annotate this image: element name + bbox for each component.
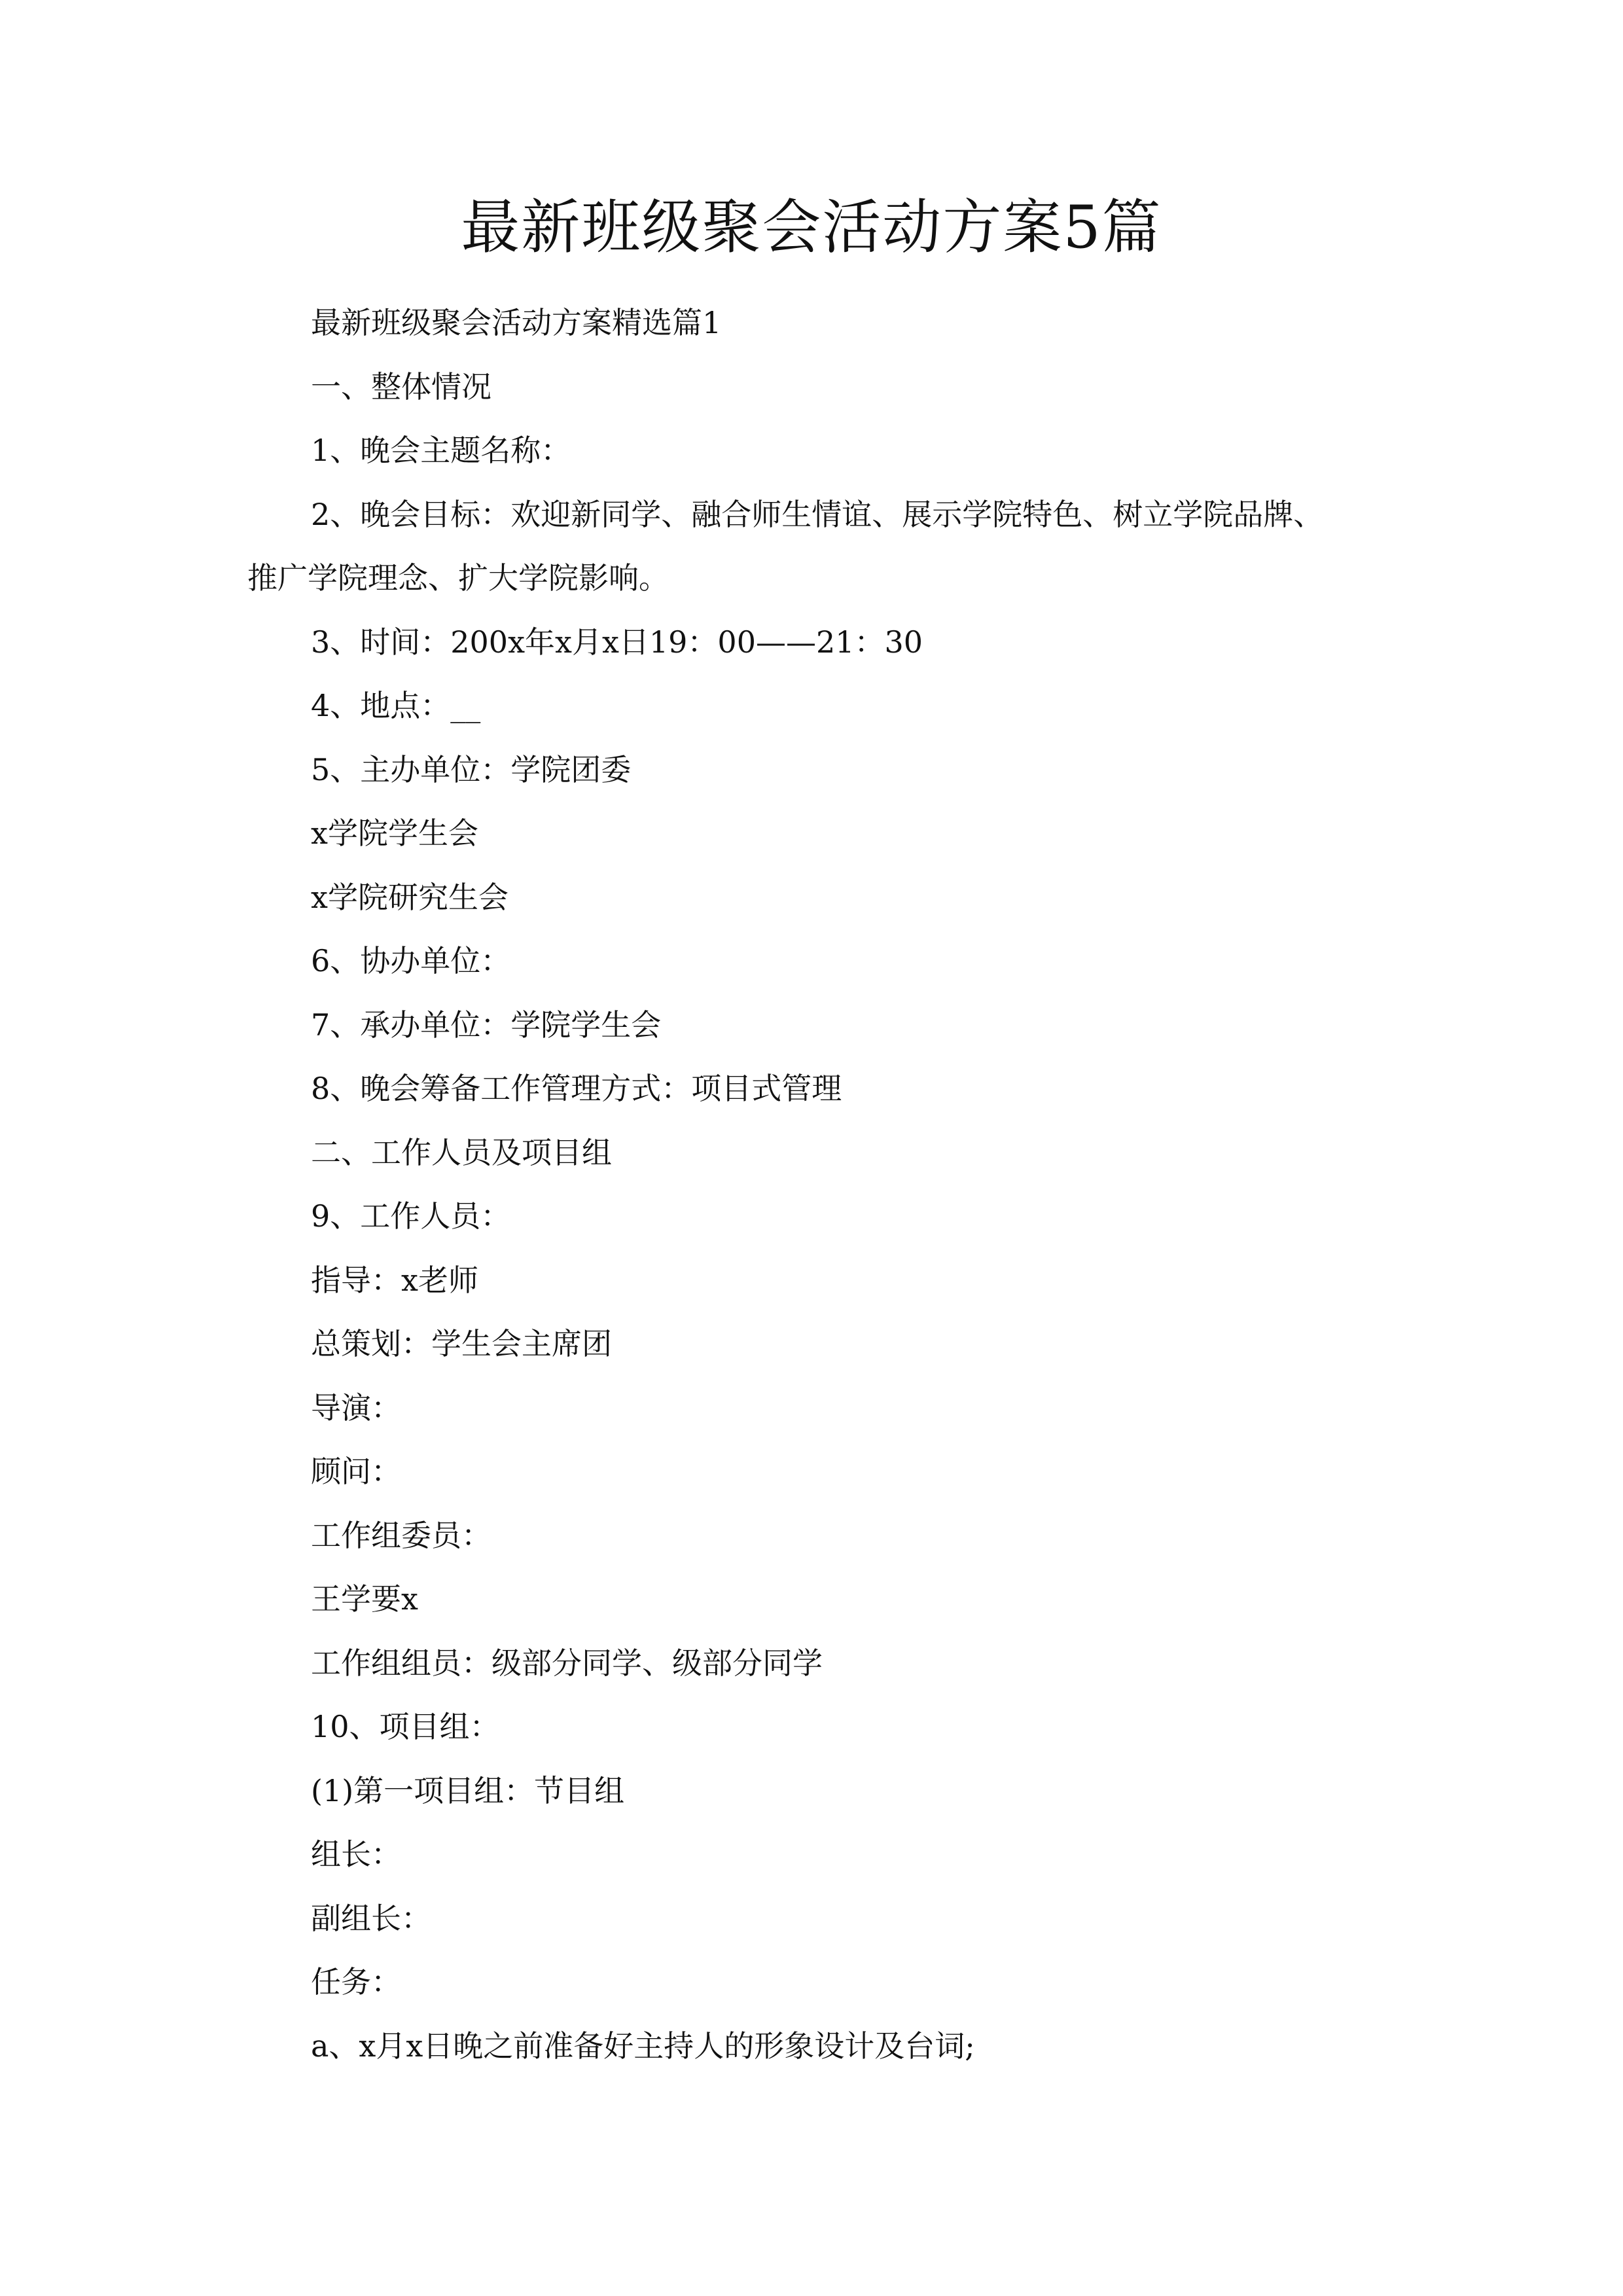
document-body: [0, 291, 1623, 2078]
text-line: 4、地点：__: [311, 688, 481, 723]
text-line: 最新班级聚会活动方案精选篇1: [311, 305, 722, 340]
text-line: 7、承办单位：学院学生会: [311, 1007, 662, 1043]
text-line: 总策划：学生会主席团: [311, 1326, 612, 1361]
text-line: 副组长：: [311, 1900, 431, 1936]
text-line: 导演：: [311, 1390, 401, 1426]
text-line: 9、工作人员：: [311, 1198, 511, 1234]
text-line: 顾问：: [311, 1454, 401, 1489]
text-line: x学院研究生会: [311, 879, 508, 915]
text-line: 3、时间：200x年x月x日19：00——21：30: [311, 624, 923, 660]
text-line: 5、主办单位：学院团委: [311, 751, 632, 787]
text-line: 任务：: [311, 1964, 401, 2000]
text-line: 二、工作人员及项目组: [311, 1134, 612, 1170]
text-line: 2、晚会目标：欢迎新同学、融合师生情谊、展示学院特色、树立学院品牌、: [311, 496, 1324, 532]
text-line: 工作组委员：: [311, 1517, 491, 1553]
text-line: 王学要x: [311, 1581, 418, 1617]
text-line: 10、项目组：: [311, 1709, 500, 1744]
document-title: 最新班级聚会活动方案5篇: [461, 193, 1162, 262]
text-line: x学院学生会: [311, 816, 478, 851]
text-line: 1、晚会主题名称：: [311, 433, 571, 468]
text-line: a、x月x日晚之前准备好主持人的形象设计及台词;: [311, 2028, 975, 2064]
text-line: 组长：: [311, 1837, 401, 1872]
text-line: 8、晚会筹备工作管理方式：项目式管理: [311, 1071, 842, 1106]
text-line: 推广学院理念、扩大学院影响。: [247, 560, 669, 596]
text-line: 一、整体情况: [311, 368, 491, 404]
text-line: (1)第一项目组：节目组: [311, 1772, 625, 1808]
text-line: 6、协办单位：: [311, 943, 511, 978]
text-line: 工作组组员：级部分同学、级部分同学: [311, 1645, 823, 1681]
text-line: 指导：x老师: [311, 1262, 478, 1298]
